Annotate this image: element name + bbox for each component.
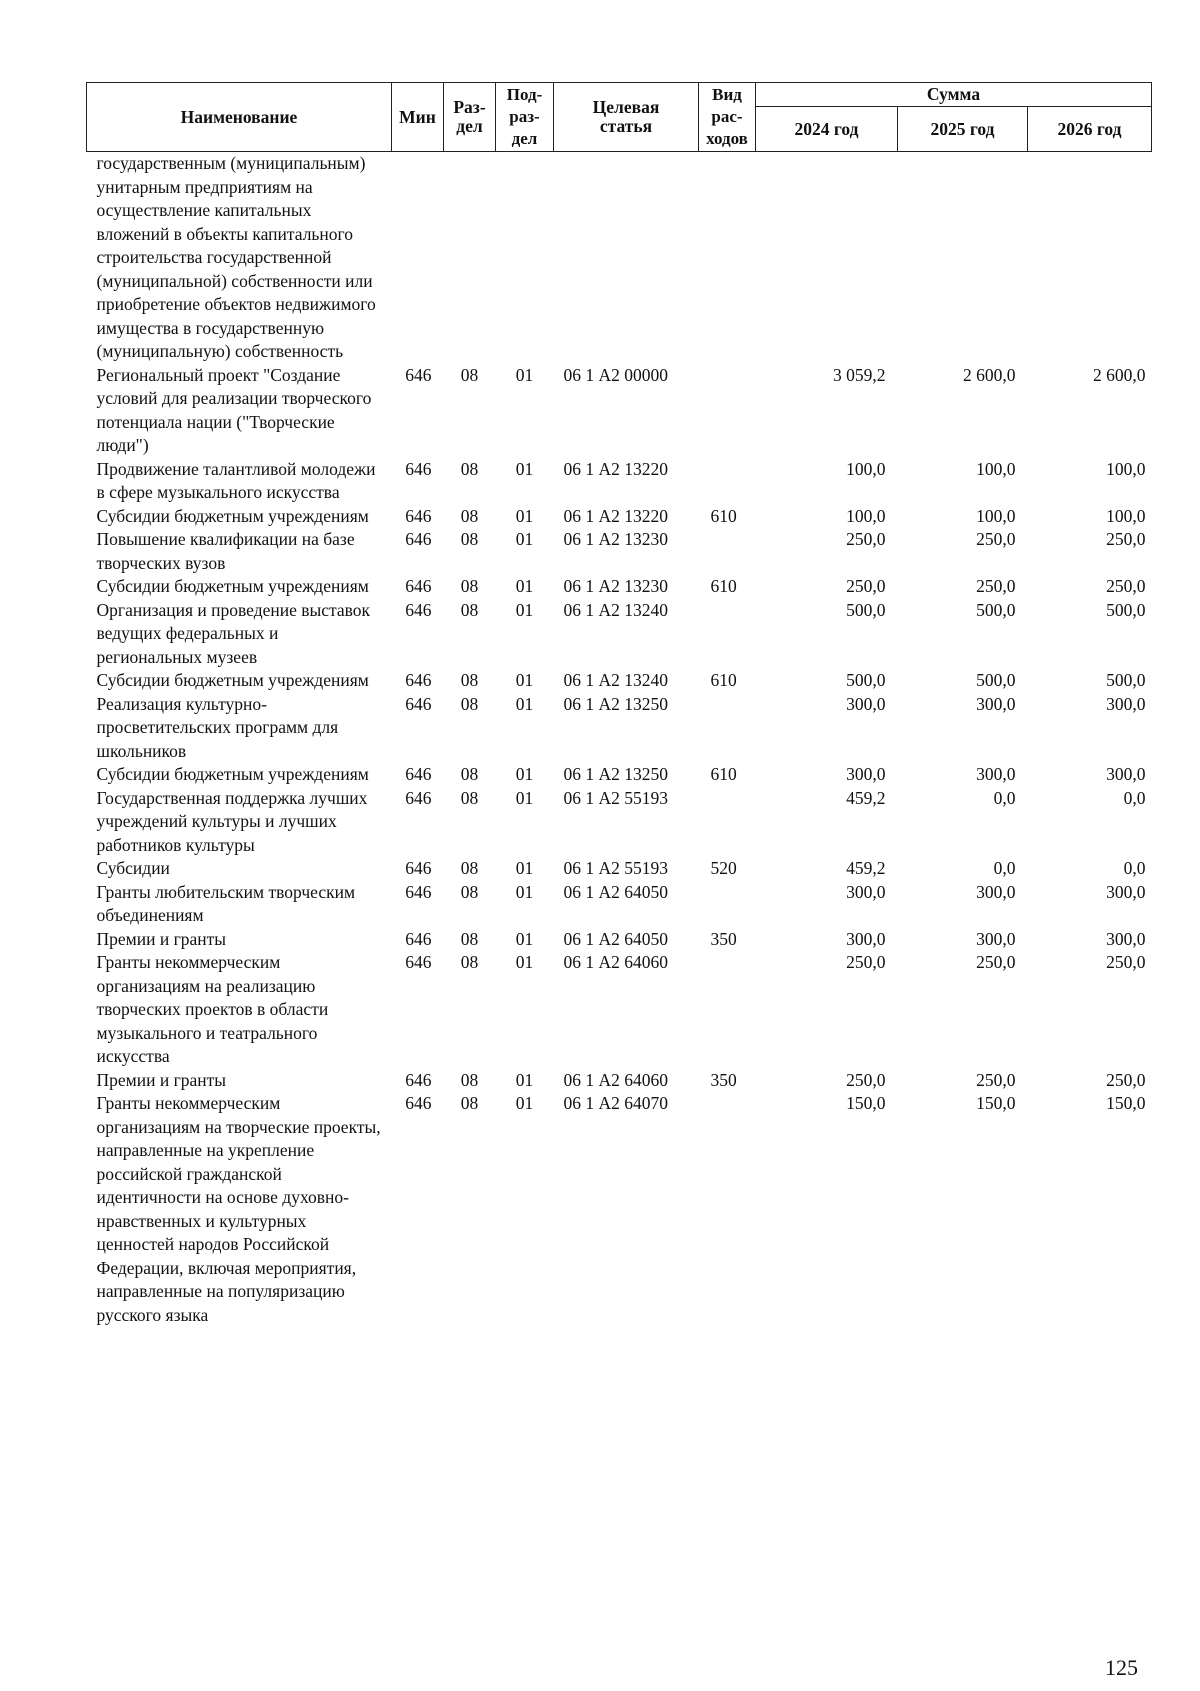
row-celevaya: 06 1 А2 13240 [563, 670, 669, 690]
row-vid [699, 152, 756, 364]
row-sum-2025: 100,0 [976, 458, 1016, 479]
row-sum-2026: 500,0 [1106, 599, 1146, 620]
row-vid [699, 599, 756, 670]
row-sum-2026: 300,0 [1106, 928, 1146, 949]
row-razdel: 08 [460, 881, 479, 902]
row-vid [699, 1092, 756, 1327]
header-summa: Сумма [756, 83, 1152, 107]
row-sum-2024: 459,2 [846, 858, 886, 878]
table-row [87, 1092, 1152, 1327]
row-min: 646 [405, 364, 432, 385]
row-podrazdel: 01 [515, 787, 534, 808]
row-sum-2025: 250,0 [976, 1069, 1016, 1090]
row-vid [699, 458, 756, 505]
row-celevaya: 06 1 А2 64050 [563, 881, 669, 902]
row-celevaya: 06 1 А2 55193 [563, 858, 669, 878]
table-row [87, 575, 1152, 599]
row-sum-2024: 250,0 [846, 576, 886, 596]
row-razdel: 08 [460, 576, 479, 596]
row-min: 646 [405, 764, 432, 784]
table-row [87, 881, 1152, 928]
row-vid [699, 787, 756, 858]
row-name: Субсидии [96, 858, 170, 878]
row-min: 646 [405, 670, 432, 690]
row-podrazdel: 01 [515, 928, 534, 949]
row-celevaya: 06 1 А2 13230 [563, 529, 669, 549]
header-min: Мин [392, 83, 444, 152]
row-vid [699, 881, 756, 928]
row-podrazdel: 01 [515, 505, 534, 526]
row-razdel: 08 [460, 1093, 479, 1113]
row-podrazdel: 01 [515, 576, 534, 596]
row-sum-2024 [756, 152, 898, 364]
row-sum-2026: 250,0 [1106, 576, 1146, 596]
row-sum-2026: 100,0 [1106, 458, 1146, 479]
row-vid: 610 [710, 576, 737, 596]
row-min: 646 [405, 1093, 432, 1113]
row-sum-2024: 300,0 [846, 693, 886, 714]
header-name: Наименование [87, 83, 392, 152]
row-name: Реализация культурно-просветительских программ для школьников [96, 693, 339, 761]
table-row [87, 599, 1152, 670]
row-razdel: 08 [460, 364, 479, 385]
row-celevaya: 06 1 А2 13220 [563, 458, 669, 479]
row-vid: 350 [710, 928, 737, 949]
row-name: Гранты любительским творческим объединениям [96, 881, 356, 925]
header-podrazdel [496, 83, 554, 152]
row-min: 646 [405, 693, 432, 714]
row-sum-2024: 459,2 [846, 787, 886, 808]
header-podrazdel-text: Под- раз- дел [506, 85, 543, 148]
row-sum-2026: 250,0 [1106, 1069, 1146, 1090]
row-sum-2026: 150,0 [1106, 1093, 1146, 1113]
row-podrazdel: 01 [515, 693, 534, 714]
row-podrazdel [496, 152, 554, 364]
row-razdel: 08 [460, 1069, 479, 1090]
row-min: 646 [405, 458, 432, 479]
row-min [392, 152, 444, 364]
row-vid [699, 693, 756, 764]
table-row [87, 505, 1152, 529]
row-name: Гранты некоммерческим организациям на творческие проекты, направленные на укрепление российской гражданской идентичности на основе духовно-нравственных и культурных ценностей народов Российской Федерации, включая мероприятия, направленные на популяризацию русского языка [96, 1093, 381, 1325]
header-celevaya-text: Целевая статья [592, 97, 660, 136]
row-razdel [444, 152, 496, 364]
row-min: 646 [405, 952, 432, 972]
table-row [87, 763, 1152, 787]
row-name: Субсидии бюджетным учреждениям [96, 670, 369, 690]
row-sum-2026: 250,0 [1106, 529, 1146, 549]
row-min: 646 [405, 881, 432, 902]
row-razdel: 08 [460, 529, 479, 549]
table-row [87, 928, 1152, 952]
row-name: Гранты некоммерческим организациям на реализацию творческих проектов в области музыкального и театрального искусства [96, 952, 329, 1066]
row-min: 646 [405, 787, 432, 808]
row-celevaya: 06 1 А2 64060 [563, 952, 669, 972]
row-podrazdel: 01 [515, 364, 534, 385]
table-row [87, 528, 1152, 575]
row-podrazdel: 01 [515, 1069, 534, 1090]
row-podrazdel: 01 [515, 670, 534, 690]
row-sum-2026: 300,0 [1106, 693, 1146, 714]
row-name: Государственная поддержка лучших учреждений культуры и лучших работников культуры [96, 787, 368, 855]
row-razdel: 08 [460, 764, 479, 784]
row-sum-2024: 250,0 [846, 529, 886, 549]
row-name: Продвижение талантливой молодежи в сфере музыкального искусства [96, 458, 376, 502]
row-sum-2026: 0,0 [1123, 787, 1146, 808]
row-razdel: 08 [460, 599, 479, 620]
row-celevaya: 06 1 А2 13250 [563, 693, 669, 714]
row-sum-2024: 100,0 [846, 505, 886, 526]
row-celevaya: 06 1 А2 64050 [563, 928, 669, 949]
row-sum-2026 [1028, 152, 1152, 364]
row-vid: 520 [710, 858, 737, 878]
header-year-2024: 2024 год [756, 107, 898, 152]
row-sum-2024: 300,0 [846, 881, 886, 902]
table-row [87, 693, 1152, 764]
row-sum-2025: 250,0 [976, 529, 1016, 549]
row-sum-2024: 500,0 [846, 670, 886, 690]
row-min: 646 [405, 529, 432, 549]
row-sum-2025: 250,0 [976, 952, 1016, 972]
row-sum-2026: 500,0 [1106, 670, 1146, 690]
row-min: 646 [405, 505, 432, 526]
row-vid: 350 [710, 1069, 737, 1090]
row-vid [699, 364, 756, 458]
row-vid: 610 [710, 505, 737, 526]
row-razdel: 08 [460, 693, 479, 714]
row-podrazdel: 01 [515, 1093, 534, 1113]
row-name: Субсидии бюджетным учреждениям [96, 576, 369, 596]
row-sum-2025: 250,0 [976, 576, 1016, 596]
row-podrazdel: 01 [515, 952, 534, 972]
header-year-2025: 2025 год [898, 107, 1028, 152]
row-razdel: 08 [460, 858, 479, 878]
row-podrazdel: 01 [515, 881, 534, 902]
header-vid-text: Вид рас- ходов [706, 85, 748, 148]
page-number: 125 [1105, 1655, 1138, 1680]
row-name: Премии и гранты [96, 928, 227, 949]
row-sum-2025: 300,0 [976, 928, 1016, 949]
row-name: Повышение квалификации на базе творческих вузов [96, 529, 355, 573]
row-podrazdel: 01 [515, 764, 534, 784]
row-sum-2025: 0,0 [993, 858, 1016, 878]
row-sum-2026: 300,0 [1106, 881, 1146, 902]
row-sum-2025: 150,0 [976, 1093, 1016, 1113]
row-min: 646 [405, 928, 432, 949]
row-sum-2025: 100,0 [976, 505, 1016, 526]
row-vid: 610 [710, 764, 737, 784]
row-celevaya: 06 1 А2 13230 [563, 576, 669, 596]
row-sum-2025: 300,0 [976, 764, 1016, 784]
row-celevaya: 06 1 А2 13250 [563, 764, 669, 784]
row-razdel: 08 [460, 458, 479, 479]
row-name: Региональный проект "Создание условий для реализации творческого потенциала нации ("Творческие люди") [96, 364, 372, 455]
row-min: 646 [405, 576, 432, 596]
header-razdel [444, 83, 496, 152]
header-vid [699, 83, 756, 152]
row-podrazdel: 01 [515, 458, 534, 479]
row-celevaya: 06 1 А2 64070 [563, 1093, 669, 1113]
row-sum-2025 [898, 152, 1028, 364]
row-name: Субсидии бюджетным учреждениям [96, 505, 369, 526]
row-podrazdel: 01 [515, 529, 534, 549]
header-celevaya [554, 83, 699, 152]
row-sum-2026: 100,0 [1106, 505, 1146, 526]
table-row [87, 364, 1152, 458]
row-sum-2025: 500,0 [976, 599, 1016, 620]
row-min: 646 [405, 599, 432, 620]
row-name: Субсидии бюджетным учреждениям [96, 764, 369, 784]
table-row [87, 152, 1152, 364]
row-sum-2024: 3 059,2 [833, 364, 886, 385]
row-celevaya: 06 1 А2 55193 [563, 787, 669, 808]
row-sum-2024: 150,0 [846, 1093, 886, 1113]
row-celevaya [554, 152, 699, 364]
row-celevaya: 06 1 А2 64060 [563, 1069, 669, 1090]
row-vid [699, 528, 756, 575]
row-celevaya: 06 1 А2 13220 [563, 505, 669, 526]
row-razdel: 08 [460, 928, 479, 949]
row-celevaya: 06 1 А2 00000 [563, 364, 669, 385]
row-name: Премии и гранты [96, 1069, 227, 1090]
row-sum-2024: 300,0 [846, 928, 886, 949]
header-year-2026: 2026 год [1028, 107, 1152, 152]
row-podrazdel: 01 [515, 599, 534, 620]
row-sum-2024: 300,0 [846, 764, 886, 784]
row-vid [699, 951, 756, 1069]
row-razdel: 08 [460, 952, 479, 972]
table-row [87, 1069, 1152, 1093]
row-sum-2026: 0,0 [1123, 858, 1146, 878]
budget-table [86, 82, 1152, 1327]
row-vid: 610 [710, 670, 737, 690]
table-row [87, 669, 1152, 693]
row-sum-2025: 300,0 [976, 881, 1016, 902]
row-sum-2026: 2 600,0 [1093, 364, 1146, 385]
table-header [87, 83, 1152, 152]
row-sum-2025: 500,0 [976, 670, 1016, 690]
row-razdel: 08 [460, 787, 479, 808]
row-sum-2025: 300,0 [976, 693, 1016, 714]
table-row [87, 458, 1152, 505]
table-row [87, 951, 1152, 1069]
row-sum-2024: 250,0 [846, 952, 886, 972]
table-row [87, 787, 1152, 858]
row-sum-2024: 100,0 [846, 458, 886, 479]
row-min: 646 [405, 1069, 432, 1090]
row-min: 646 [405, 858, 432, 878]
row-sum-2024: 250,0 [846, 1069, 886, 1090]
row-razdel: 08 [460, 670, 479, 690]
row-sum-2026: 300,0 [1106, 764, 1146, 784]
row-sum-2024: 500,0 [846, 599, 886, 620]
header-razdel-text: Раз- дел [453, 97, 486, 136]
row-razdel: 08 [460, 505, 479, 526]
table-body [87, 152, 1152, 1328]
row-name: Организация и проведение выставок ведущих федеральных и региональных музеев [96, 599, 371, 667]
row-name: государственным (муниципальным) унитарным предприятиям на осуществление капитальных вложений в объекты капитального строительства государственной (муниципальной) собственности или приобретение объектов недвижимого имущества в государственную (муниципальную) собственность [96, 153, 376, 361]
row-sum-2025: 0,0 [993, 787, 1016, 808]
row-celevaya: 06 1 А2 13240 [563, 599, 669, 620]
table-row [87, 857, 1152, 881]
row-sum-2025: 2 600,0 [963, 364, 1016, 385]
row-sum-2026: 250,0 [1106, 952, 1146, 972]
row-podrazdel: 01 [515, 858, 534, 878]
